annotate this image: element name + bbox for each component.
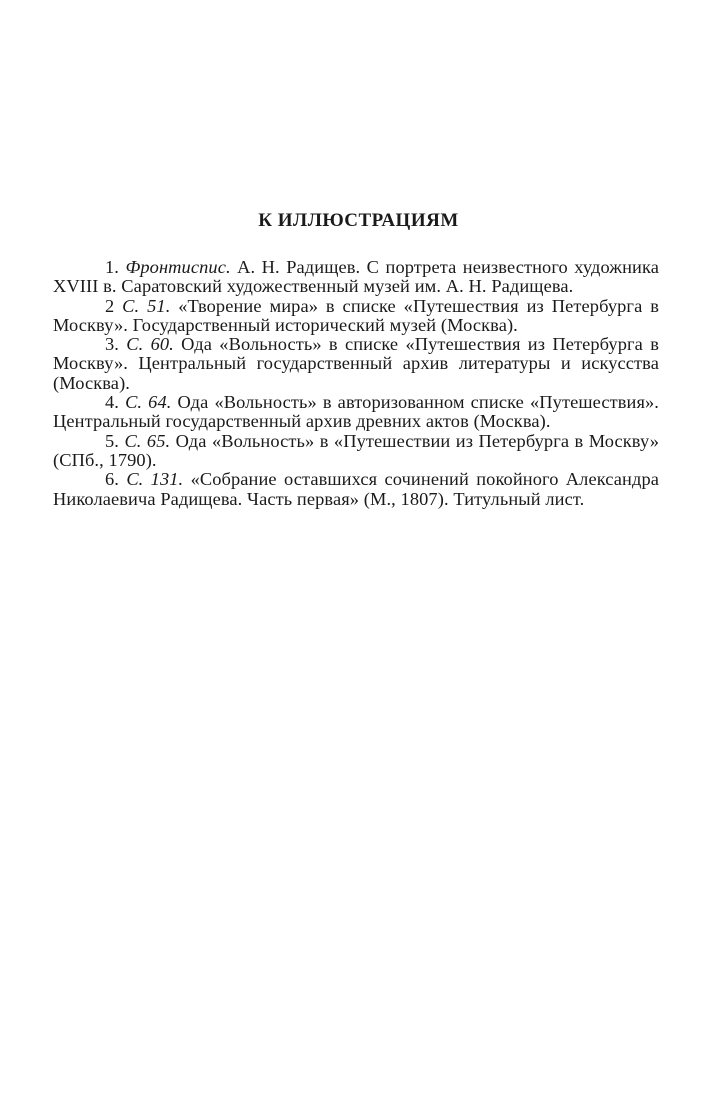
list-item (53, 335, 659, 393)
entry-number: 3. (105, 334, 119, 355)
illustrations-list (53, 258, 659, 509)
entry-reference: С. 65. (124, 430, 171, 451)
entry-reference: С. 60. (126, 334, 174, 355)
entry-number: 5. (105, 430, 119, 451)
entry-text: Ода «Вольность» в списке «Путешествия из Петербурга в Москву». Центральный государственный архив литературы и искусства (Москва). (53, 334, 659, 393)
list-item (53, 258, 659, 297)
list-item (53, 393, 659, 432)
list-item (53, 470, 659, 509)
list-item (53, 297, 659, 336)
entry-text: А. Н. Радищев. С портрета неизвестного художника XVIII в. Саратовский художественный музей им. А. Н. Радищева. (53, 257, 660, 297)
entry-text: «Творение мира» в списке «Путешествия из Петербурга в Москву». Государственный исторический музей (Москва). (53, 295, 659, 335)
entry-number: 2 (105, 295, 115, 316)
entry-number: 6. (105, 469, 119, 490)
entry-text: Ода «Вольность» в «Путешествии из Петербурга в Москву» (СПб., 1790). (53, 430, 659, 470)
entry-reference: С. 131. (126, 469, 184, 490)
entry-text: «Собрание оставшихся сочинений покойного Александра Николаевича Радищева. Часть первая» (М., 1807). Титульный лист. (53, 469, 660, 509)
list-item (53, 432, 659, 471)
entry-text: Ода «Вольность» в авторизованном списке «Путешествия». Центральный государственный архив древних актов (Москва). (53, 392, 659, 432)
entry-number: 1. (105, 257, 119, 277)
entry-reference: С. 64. (125, 392, 172, 413)
entry-number: 4. (105, 392, 119, 413)
page-title: К ИЛЛЮСТРАЦИЯМ (258, 210, 459, 231)
entry-reference: С. 51. (122, 295, 171, 316)
entry-reference: Фронтиспис. (125, 257, 231, 277)
